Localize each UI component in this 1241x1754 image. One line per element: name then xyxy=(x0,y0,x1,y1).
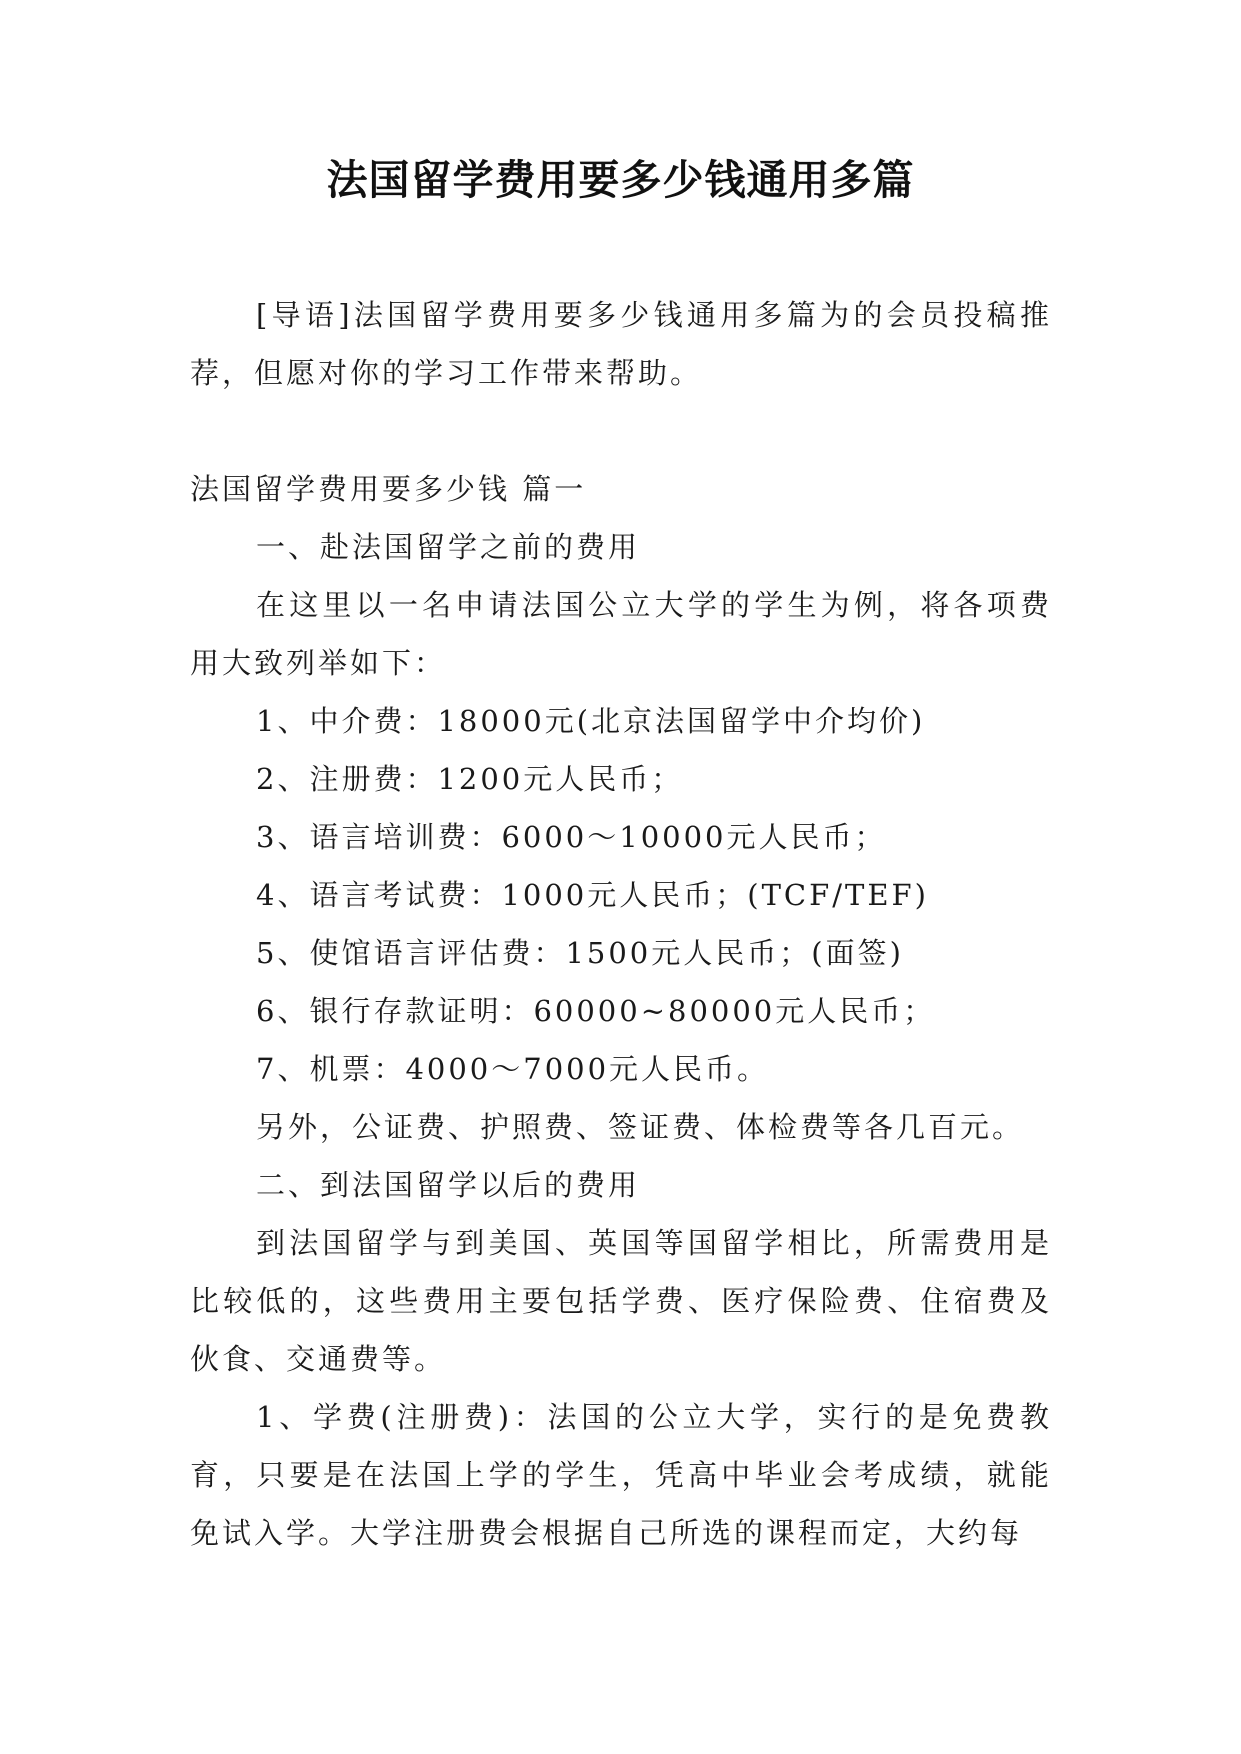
list-item-embassy-evaluation-fee: 5、使馆语言评估费：1500元人民币；(面签) xyxy=(256,936,904,970)
subheading-before-departure: 一、赴法国留学之前的费用 xyxy=(256,530,641,564)
subheading-after-arrival: 二、到法国留学以后的费用 xyxy=(256,1168,641,1202)
list-item-agency-fee: 1、中介费：18000元(北京法国留学中介均价) xyxy=(256,704,926,738)
paragraph-other-fees: 另外，公证费、护照费、签证费、体检费等各几百元。 xyxy=(256,1110,1025,1144)
paragraph-tuition: 1、学费(注册费)：法国的公立大学，实行的是免费教育，只要是在法国上学的学生，凭高中毕业会考成绩，就能免试入学。大学注册费会根据自己所选的课程而定，大约每 xyxy=(190,1400,1052,1550)
section-heading: 法国留学费用要多少钱 篇一 xyxy=(190,472,587,506)
list-item-language-training-fee: 3、语言培训费：6000～10000元人民币； xyxy=(256,820,887,854)
document-title: 法国留学费用要多少钱通用多篇 xyxy=(326,156,915,204)
list-item-bank-deposit-proof: 6、银行存款证明：60000~80000元人民币； xyxy=(256,994,936,1028)
intro-paragraph: [导语]法国留学费用要多少钱通用多篇为的会员投稿推荐，但愿对你的学习工作带来帮助。 xyxy=(190,298,1052,390)
paragraph-cost-overview: 在这里以一名申请法国公立大学的学生为例，将各项费用大致列举如下： xyxy=(190,588,1052,680)
paragraph-cost-comparison: 到法国留学与到美国、英国等国留学相比，所需费用是比较低的，这些费用主要包括学费、医疗保险费、住宿费及伙食、交通费等。 xyxy=(190,1226,1052,1376)
list-item-language-exam-fee: 4、语言考试费：1000元人民币；(TCF/TEF) xyxy=(256,878,929,912)
list-item-registration-fee: 2、注册费：1200元人民币； xyxy=(256,762,684,796)
list-item-airfare: 7、机票：4000～7000元人民币。 xyxy=(256,1052,770,1086)
document-body xyxy=(190,286,1052,1562)
